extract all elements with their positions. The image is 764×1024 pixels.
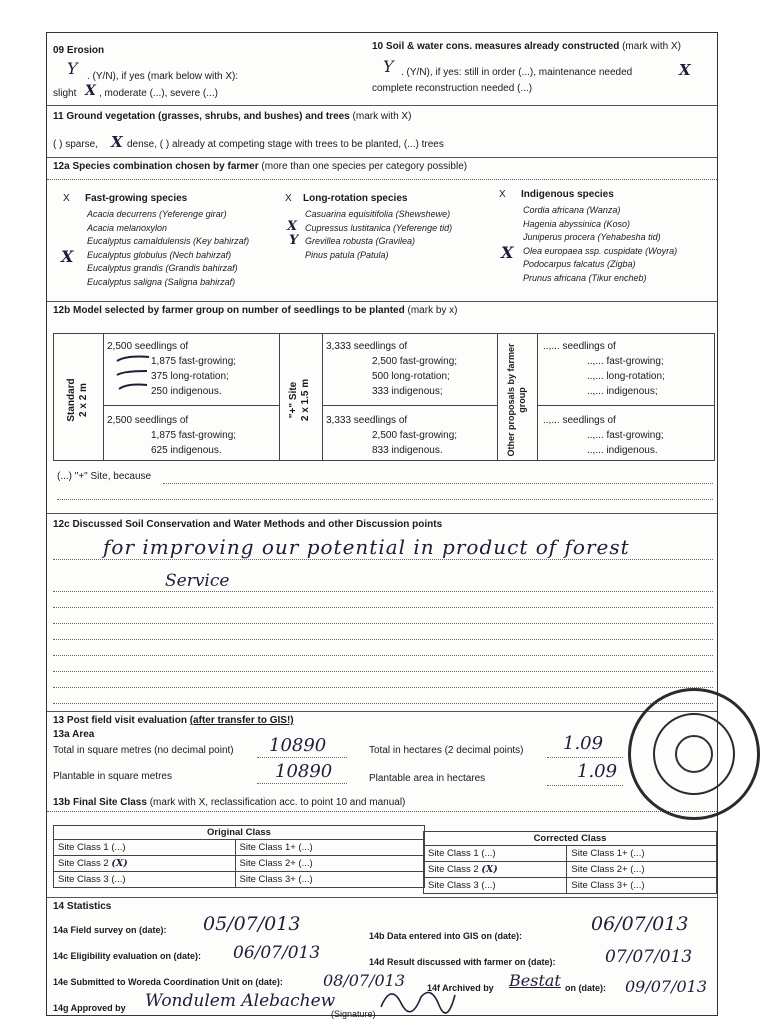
long-mark: X (287, 219, 298, 234)
archived-date: 09/07/013 (625, 977, 708, 996)
approved-label: 14g Approved by (53, 1003, 126, 1013)
eligibility-date: 06/07/013 (233, 943, 321, 963)
long-x: X (285, 193, 292, 204)
swc-question: . (Y/N), if yes: still in order (...), maintenance needed (401, 67, 633, 78)
discussion-handwriting: for improving our potential in product of forest (103, 535, 630, 559)
corrected-class-head: Corrected Class (424, 832, 717, 846)
species-title-note: (more than one species per category possible) (258, 161, 468, 172)
standard-label: Standard (66, 378, 77, 422)
submitted-label: 14e Submitted to Woreda Coordination Unit on (date): (53, 977, 283, 987)
signature-scribble (377, 977, 457, 1017)
total-sqm-label: Total in square metres (no decimal point) (53, 745, 234, 756)
fast-species: Acacia decurrens (Yeferenge girar) (87, 209, 227, 219)
submitted-date: 08/07/013 (323, 971, 406, 990)
plus-a-line: 2,500 fast-growing; (372, 356, 458, 367)
model-title: 12b Model selected by farmer group on number of seedlings to be planted (53, 305, 405, 316)
std-a-checkmarks (113, 351, 159, 401)
swc-title-note: (mark with X) (619, 41, 681, 52)
archived-on-label: on (date): (565, 983, 606, 993)
discussion-title: 12c Discussed Soil Conservation and Water Methods and other Discussion points (53, 519, 443, 530)
erosion-title: 09 Erosion (53, 45, 105, 56)
vegetation-title: 11 Ground vegetation (grasses, shrubs, and bushes) and trees (53, 111, 350, 122)
std-b-line: 2,500 seedlings of (107, 415, 189, 426)
corr-class-cell: Site Class 1 (...) (424, 846, 567, 862)
plus-site-because: (...) "+" Site, because (57, 471, 152, 482)
other-a-line: ..,... fast-growing; (587, 356, 664, 367)
long-species: Cupressus lustitanica (Yeferenge tid) (305, 222, 453, 233)
vegetation-mark: X (111, 133, 123, 151)
orig-class-cell: Site Class 1 (...) (54, 840, 236, 856)
indig-mark: X (501, 243, 514, 262)
long-species: Casuarina equisitifolia (Shewshewe) (305, 209, 451, 219)
original-class-head: Original Class (54, 826, 425, 840)
std-a-line: 2,500 seedlings of (107, 341, 189, 352)
other-a-line: ..,... indigenous; (587, 386, 658, 397)
discussion-handwriting: Service (165, 571, 230, 591)
model-title-note: (mark by x) (404, 305, 458, 316)
long-mark: Y (289, 233, 299, 248)
corr-class-cell: Site Class 1+ (...) (567, 846, 717, 862)
plantable-ha-label: Plantable area in hectares (369, 773, 486, 784)
gis-entry-date: 06/07/013 (591, 913, 689, 935)
eligibility-label: 14c Eligibility evaluation on (date): (53, 951, 202, 961)
orig-class-label: Site Class 2 (58, 858, 109, 869)
indig-species: Prunus africana (Tikur encheb) (523, 272, 647, 283)
indig-species: Olea europaea ssp. cuspidate (Woyra) (523, 245, 678, 256)
other-b-line: ..,... indigenous. (587, 445, 658, 456)
swc-line2: complete reconstruction needed (...) (372, 83, 533, 94)
other-proposals-label: Other proposals by farmer group (506, 343, 527, 457)
other-a-line: ..,... long-rotation; (587, 371, 665, 382)
std-a-line: 375 long-rotation; (151, 371, 229, 382)
std-b-line: 1,875 fast-growing; (151, 430, 237, 441)
plus-a-line: 333 indigenous; (372, 386, 443, 397)
fast-species: Eucalyptus globulus (Nech bahirzaf) (87, 249, 232, 260)
total-sqm-value: 10890 (269, 735, 327, 756)
plantable-ha-value: 1.09 (577, 761, 618, 782)
post-eval-note: (after transfer to GIS!) (189, 715, 294, 726)
species-title: 12a Species combination chosen by farmer (53, 161, 259, 172)
plus-b-line: 2,500 fast-growing; (372, 430, 458, 441)
erosion-slight: slight (53, 88, 77, 99)
plus-b-line: 833 indigenous. (372, 445, 443, 456)
fast-species: Eucalyptus saligna (Saligna bahirzaf) (87, 276, 236, 287)
indig-head: Indigenous species (521, 189, 614, 200)
indig-species: Hagenia abyssinica (Koso) (523, 218, 631, 229)
erosion-question: . (Y/N), if yes (mark below with X): (87, 71, 239, 82)
field-survey-label: 14a Field survey on (date): (53, 925, 167, 935)
orig-class-mark: (X) (111, 858, 128, 869)
gis-entry-label: 14b Data entered into GIS on (date): (369, 931, 523, 941)
erosion-slight-mark: X (85, 83, 96, 99)
long-species: Pinus patula (Patula) (305, 249, 389, 260)
archived-label: 14f Archived by (427, 983, 494, 993)
fast-species: Eucalyptus camaldulensis (Key bahirzaf) (87, 236, 250, 246)
corr-class-cell (424, 862, 567, 878)
approved-by-name: Wondulem Alebachew (145, 991, 336, 1011)
other-b-line: ..,... fast-growing; (587, 430, 664, 441)
corr-class-cell: Site Class 3+ (...) (567, 878, 717, 894)
original-class-table (53, 825, 425, 888)
orig-class-cell: Site Class 3 (...) (54, 872, 236, 888)
other-a-line: ..,... seedlings of (543, 341, 616, 352)
corr-class-mark: (X) (481, 864, 498, 875)
erosion-options: , moderate (...), severe (...) (99, 88, 218, 99)
total-ha-value: 1.09 (563, 733, 604, 754)
plus-site-dim: 2 x 1.5 m (300, 378, 311, 422)
std-a-line: 1,875 fast-growing; (151, 356, 237, 367)
result-discussed-label: 14d Result discussed with farmer on (date): (369, 957, 556, 967)
long-species: Grevillea robusta (Gravilea) (305, 236, 416, 246)
corrected-class-table (423, 831, 717, 894)
vegetation-options: dense, ( ) already at competing stage with trees to be planted, (...) trees (127, 139, 444, 150)
stamp-inner-ring (653, 713, 735, 795)
plantable-sqm-label: Plantable in square metres (53, 771, 172, 782)
plantable-sqm-value: 10890 (275, 761, 333, 782)
std-a-line: 250 indigenous. (151, 386, 222, 397)
fast-species: Eucalyptus grandis (Grandis bahirzaf) (87, 263, 238, 273)
indig-x: X (499, 189, 506, 200)
plus-b-line: 3,333 seedlings of (326, 415, 408, 426)
site-class-title: 13b Final Site Class (53, 797, 147, 808)
fast-x: X (63, 193, 70, 204)
swc-answer: Y (383, 57, 394, 76)
total-ha-label: Total in hectares (2 decimal points) (369, 745, 524, 756)
vegetation-title-note: (mark with X) (349, 111, 412, 122)
orig-class-cell: Site Class 2+ (...) (235, 856, 424, 872)
orig-class-cell: Site Class 3+ (...) (235, 872, 424, 888)
field-survey-date: 05/07/013 (203, 913, 301, 935)
signature-label: (Signature) (331, 1009, 376, 1019)
corr-class-cell: Site Class 3 (...) (424, 878, 567, 894)
statistics-title: 14 Statistics (53, 901, 112, 912)
form-page (46, 32, 718, 1019)
other-b-line: ..,... seedlings of (543, 415, 616, 426)
indig-species: Podocarpus falcatus (Zigba) (523, 259, 636, 269)
result-discussed-date: 07/07/013 (605, 947, 693, 967)
post-eval-title: 13 Post field visit evaluation (53, 715, 187, 726)
area-subtitle: 13a Area (53, 729, 95, 740)
plus-site-label: "+" Site (288, 381, 299, 419)
orig-class-cell (54, 856, 236, 872)
std-b-line: 625 indigenous. (151, 445, 222, 456)
plus-a-line: 3,333 seedlings of (326, 341, 408, 352)
fast-mark: X (61, 247, 74, 266)
indig-species: Juniperus procera (Yehabesha tid) (523, 232, 661, 242)
swc-title: 10 Soil & water cons. measures already constructed (372, 41, 620, 52)
vegetation-sparse: ( ) sparse, (53, 139, 99, 150)
fast-species: Acacia melanoxylon (87, 222, 168, 233)
orig-class-cell: Site Class 1+ (...) (235, 840, 424, 856)
stamp-emblem (675, 735, 713, 773)
fast-head: Fast-growing species (85, 193, 188, 204)
corr-class-label: Site Class 2 (428, 864, 479, 875)
erosion-answer: Y (67, 59, 78, 78)
corr-class-cell: Site Class 2+ (...) (567, 862, 717, 878)
archived-by-name: Bestat (509, 971, 561, 990)
long-head: Long-rotation species (303, 193, 408, 204)
indig-species: Cordia africana (Wanza) (523, 205, 621, 215)
standard-dim: 2 x 2 m (78, 383, 89, 417)
site-class-note: (mark with X, reclassification acc. to point 10 and manual) (146, 797, 406, 808)
plus-a-line: 500 long-rotation; (372, 371, 450, 382)
swc-maint-mark: X (679, 61, 691, 79)
official-stamp (628, 688, 760, 820)
